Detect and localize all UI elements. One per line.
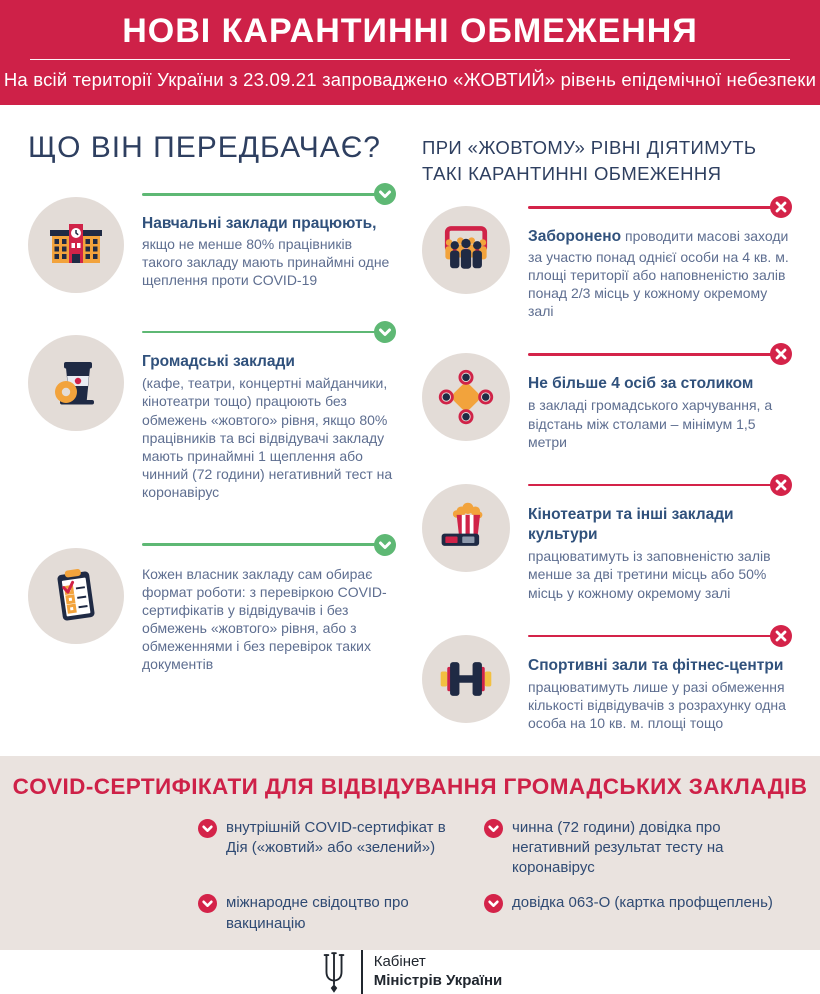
rule-line [528,353,772,356]
list-item [422,196,792,334]
org-name [374,953,503,991]
rule-line [528,206,772,209]
item-lead: Не більше 4 осіб за столиком [528,375,754,393]
item-description: Кожен власник закладу сам обирає формат роботи: з перевіркою COVID-сертифікатів у відвідувачів і без обмежень «жовтого» рівня, або з обмеженнями і без перевірок таких документів [142,565,387,673]
icon-circle [422,206,510,294]
section-yellow-restrictions [422,129,792,755]
x-marker-icon [770,625,792,647]
rule-line [528,484,772,487]
chevron-bullet-icon [198,894,217,913]
header-divider [30,59,790,60]
page-title: НОВІ КАРАНТИННІ ОБМЕЖЕННЯ [122,12,698,50]
list-item [422,343,792,465]
table-icon [436,367,496,427]
icon-circle [28,548,124,644]
item-rule [528,196,792,218]
page-subtitle: На всій території України з 23.09.21 запроваджено «ЖОВТИЙ» рівень епідемічної небезпеки [3,69,817,91]
item-text [528,374,792,451]
school-icon [44,213,108,277]
item-text [528,227,792,320]
item-rule [528,343,792,365]
chevron-bullet-icon [484,894,503,913]
item-description: працюватимуть лише у разі обмеження кількості відвідувачів з розрахунку одна особа на 10 кв. м. площі тощо [528,679,786,732]
item-rule [528,474,792,496]
certificate-text: довідка 063-О (картка профщеплень) [512,894,773,912]
left-section-heading: ЩО ВІН ПЕРЕДБАЧАЄ? [28,131,381,165]
item-rule [142,321,396,343]
list-item [28,534,396,688]
item-description: працюватимуть із заповненістю залів менше за дві третини місць або 50% місць у кожному окремому залі [528,548,771,601]
list-item [198,893,466,934]
item-description: в закладі громадського харчування, а відстань між столами – мінімум 1,5 метри [528,397,773,450]
item-rule [528,625,792,647]
certificates-grid [198,818,820,934]
org-name-line1: Кабінет [373,953,426,971]
right-section-heading: ПРИ «ЖОВТОМУ» РІВНІ ДІЯТИМУТЬ ТАКІ КАРАНТИННІ ОБМЕЖЕННЯ [422,137,757,184]
cinema-icon [436,498,496,558]
certificates-section [0,756,820,950]
org-name-line2: Міністрів України [373,971,503,989]
certificate-text: чинна (72 години) довідка про негативний результат тесту на коронавірус [512,818,724,877]
rule-line [528,635,772,638]
check-marker-icon [374,183,396,205]
list-item [484,893,800,934]
trident-icon [318,950,350,994]
rule-line [142,193,376,196]
item-text [528,656,792,733]
section-what-it-means [28,129,396,755]
certificate-text: внутрішній COVID-сертифікат в Дія («жовтий» або «зелений») [226,818,446,856]
certificates-heading: COVID-СЕРТИФІКАТИ ДЛЯ ВІДВІДУВАННЯ ГРОМАДСЬКИХ ЗАКЛАДІВ [12,773,808,799]
icon-circle [28,197,124,293]
item-description: проводити масові заходи за участю понад однієї особи на 4 кв. м. площі території або наповненістю залів понад 2/3 місць у кожному окремому залі [528,228,789,320]
x-marker-icon [770,474,792,496]
icon-circle [422,484,510,572]
item-lead: Навчальні заклади працюють, [142,215,377,233]
item-description: (кафе, театри, концертні майданчики, кінотеатри тощо) працюють без обмежень «жовтого» рівня, якщо 80% працівників та всі відвідувачі закладу мають принаймні 1 щеплення або чинний (72 години) негативний тест на коронавірус [142,375,393,501]
gym-icon [436,649,496,709]
main-content [0,105,820,755]
list-item [422,474,792,616]
check-marker-icon [374,321,396,343]
icon-circle [422,353,510,441]
item-text [142,352,396,501]
item-description: якщо не менше 80% працівників такого закладу мають принаймні одне щеплення проти COVID-19 [142,235,390,288]
item-lead: Заборонено [528,228,622,246]
item-lead: Кінотеатри та інші заклади культури [528,506,734,544]
list-item [422,625,792,747]
certificate-text: міжнародне свідоцтво про вакцинацію [226,894,409,932]
header-banner [0,0,820,105]
chevron-bullet-icon [198,819,217,838]
item-lead: Спортивні зали та фітнес-центри [528,656,784,674]
footer-divider [361,950,363,994]
footer [0,950,820,994]
item-rule [142,183,396,205]
list-item [484,818,800,879]
rule-line [142,543,376,546]
x-marker-icon [770,196,792,218]
icon-circle [28,335,124,431]
chevron-bullet-icon [484,819,503,838]
list-item [28,183,396,303]
crowd-icon [436,220,496,280]
item-lead: Громадські заклади [142,353,295,371]
item-text [142,214,396,289]
list-item [28,321,396,515]
item-rule [142,534,396,556]
icon-circle [422,635,510,723]
x-marker-icon [770,343,792,365]
list-item [198,818,466,879]
item-text [142,565,396,674]
rule-line [142,331,376,334]
check-marker-icon [374,534,396,556]
cafe-icon [44,351,108,415]
clipboard-icon [44,564,108,628]
item-text [528,505,792,602]
